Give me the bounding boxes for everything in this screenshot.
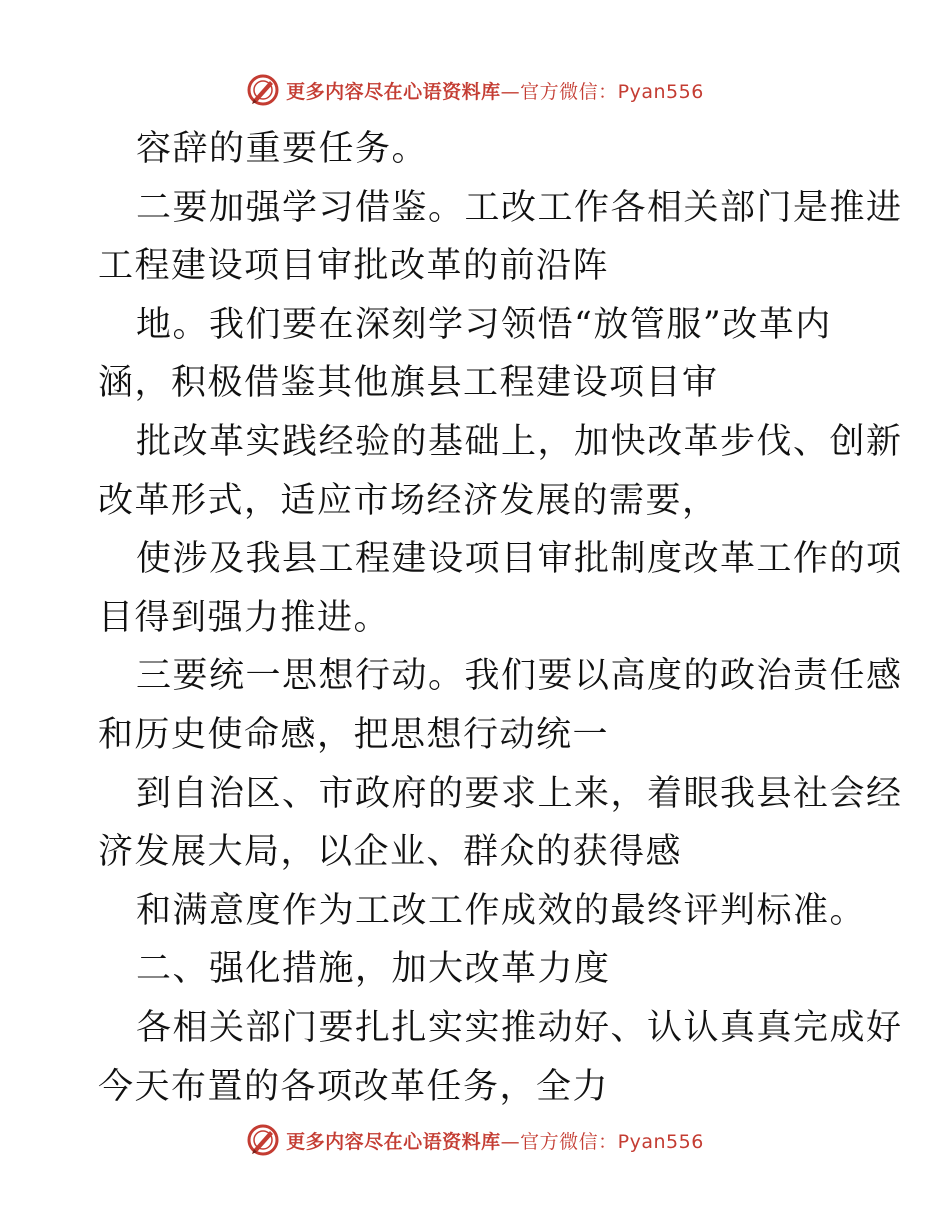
watermark-text-rest: —官方微信：Pyan556 bbox=[500, 1130, 704, 1153]
text-line: 到自治区、市政府的要求上来，着眼我县社会经 bbox=[136, 773, 903, 814]
text-line: 批改革实践经验的基础上，加快改革步伐、创新 bbox=[136, 421, 903, 462]
text-line: 和满意度作为工改工作成效的最终评判标准。 bbox=[136, 890, 867, 931]
watermark-text bbox=[286, 1127, 704, 1154]
text-line: 工程建设项目审批改革的前沿阵 bbox=[98, 246, 610, 287]
text-line: 三要统一思想行动。我们要以高度的政治责任感 bbox=[136, 656, 903, 697]
document-body bbox=[98, 120, 903, 1116]
text-line: 和历史使命感，把思想行动统一 bbox=[98, 714, 610, 755]
watermark-text-bold: 更多内容尽在心语资料库 bbox=[286, 80, 501, 103]
text-line: 使涉及我县工程建设项目审批制度改革工作的项 bbox=[136, 539, 903, 580]
pen-logo-icon bbox=[246, 1123, 280, 1157]
text-line: 改革形式，适应市场经济发展的需要， bbox=[98, 480, 719, 521]
watermark-text-rest: —官方微信：Pyan556 bbox=[500, 80, 704, 103]
header-watermark bbox=[0, 70, 950, 110]
text-line: 今天布置的各项改革任务，全力 bbox=[98, 1066, 610, 1107]
watermark-text-bold: 更多内容尽在心语资料库 bbox=[286, 1130, 501, 1153]
text-line: 目得到强力推进。 bbox=[98, 597, 391, 638]
text-line: 容辞的重要任务。 bbox=[136, 129, 429, 169]
watermark-text bbox=[286, 77, 704, 104]
text-line: 二、强化措施，加大改革力度 bbox=[136, 949, 611, 990]
footer-watermark bbox=[0, 1120, 950, 1160]
text-line: 济发展大局，以企业、群众的获得感 bbox=[98, 832, 683, 873]
pen-logo-icon bbox=[246, 73, 280, 107]
text-line: 地。我们要在深刻学习领悟“放管服”改革内 bbox=[136, 304, 832, 345]
text-line: 各相关部门要扎扎实实推动好、认认真真完成好 bbox=[136, 1007, 903, 1048]
text-line: 涵，积极借鉴其他旗县工程建设项目审 bbox=[98, 363, 719, 404]
text-line: 二要加强学习借鉴。工改工作各相关部门是推进 bbox=[136, 187, 903, 228]
